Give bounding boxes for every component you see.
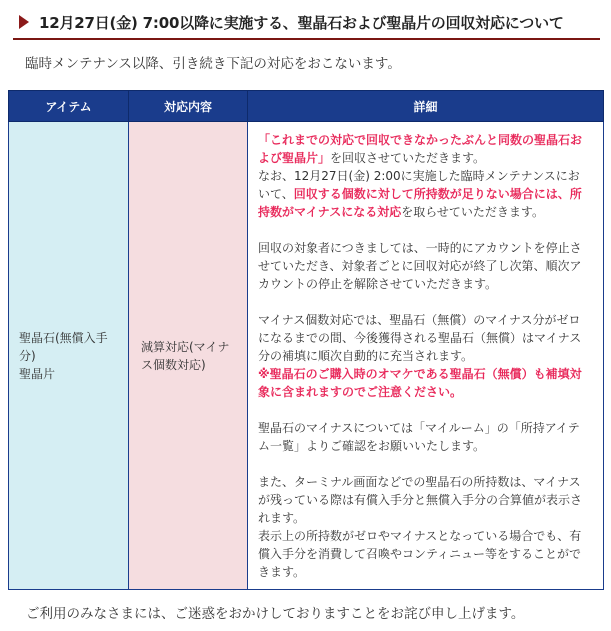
table-header-row [9, 91, 604, 122]
details-paragraph-2: なお、12月27日(金) 2:00に実施した臨時メンテナンスにおいて、回収する個数に対して所持数が足りない場合には、所持数がマイナスになる対応を取らせていただきます。 [258, 168, 582, 219]
header-details: 詳細 [248, 91, 604, 122]
details-paragraph-6b: 表示上の所持数がゼロやマイナスとなっている場合でも、有償入手分を消費して召喚やコンティニュー等をすることができます。 [258, 528, 582, 579]
details-warning: ※聖晶石のご購入時のオマケである聖晶石（無償）も補填対象に含まれますのでご注意ください。 [258, 366, 582, 399]
details-paragraph-3: 回収の対象者につきましては、一時的にアカウントを停止させていただき、対象者ごとに回収対応が終了し次第、順次アカウントの停止を解除させていただきます。 [258, 240, 582, 291]
item-name-2: 聖晶片 [19, 366, 56, 381]
details-paragraph-4: マイナス個数対応では、聖晶石（無償）のマイナス分がゼロになるまでの間、今後獲得される聖晶石（無償）はマイナス分の補填に順次自動的に充当されます。 [258, 312, 582, 363]
notice-table [8, 90, 604, 590]
footer-apology: ご利用のみなさまには、ご迷惑をおかけしておりますことをお詫び申し上げます。 [26, 606, 525, 622]
header-response: 対応内容 [129, 91, 248, 122]
header-item: アイテム [9, 91, 129, 122]
triangle-marker-icon [19, 15, 29, 29]
highlight-text: 「これまでの対応で回収できなかったぶんと同数の聖晶石および聖晶片」 [258, 132, 583, 165]
intro-text: 臨時メンテナンス以降、引き続き下記の対応をおこないます。 [25, 56, 401, 72]
response-cell [129, 122, 248, 590]
item-cell [9, 122, 129, 590]
details-paragraph-5: 聖晶石のマイナスについては「マイルーム」の「所持アイテム一覧」よりご確認をお願いいたします。 [258, 420, 580, 453]
table-row [9, 122, 604, 590]
details-paragraph-1: 「これまでの対応で回収できなかったぶんと同数の聖晶石および聖晶片」を回収させていただきます。 [258, 132, 583, 165]
section-heading [13, 9, 600, 40]
item-name-1: 聖晶石(無償入手分) [19, 330, 108, 363]
details-cell [248, 122, 604, 590]
heading-text: 12月27日(金) 7:00以降に実施する、聖晶石および聖晶片の回収対応について [39, 14, 564, 32]
highlight-text: 回収する個数に対して所持数が足りない場合には、所持数がマイナスになる対応 [258, 186, 582, 219]
details-paragraph-6a: また、ターミナル画面などでの聖晶石の所持数は、マイナスが残っている際は有償入手分と無償入手分の合算値が表示されます。 [258, 474, 583, 525]
response-text: 減算対応(マイナス個数対応) [141, 339, 230, 372]
